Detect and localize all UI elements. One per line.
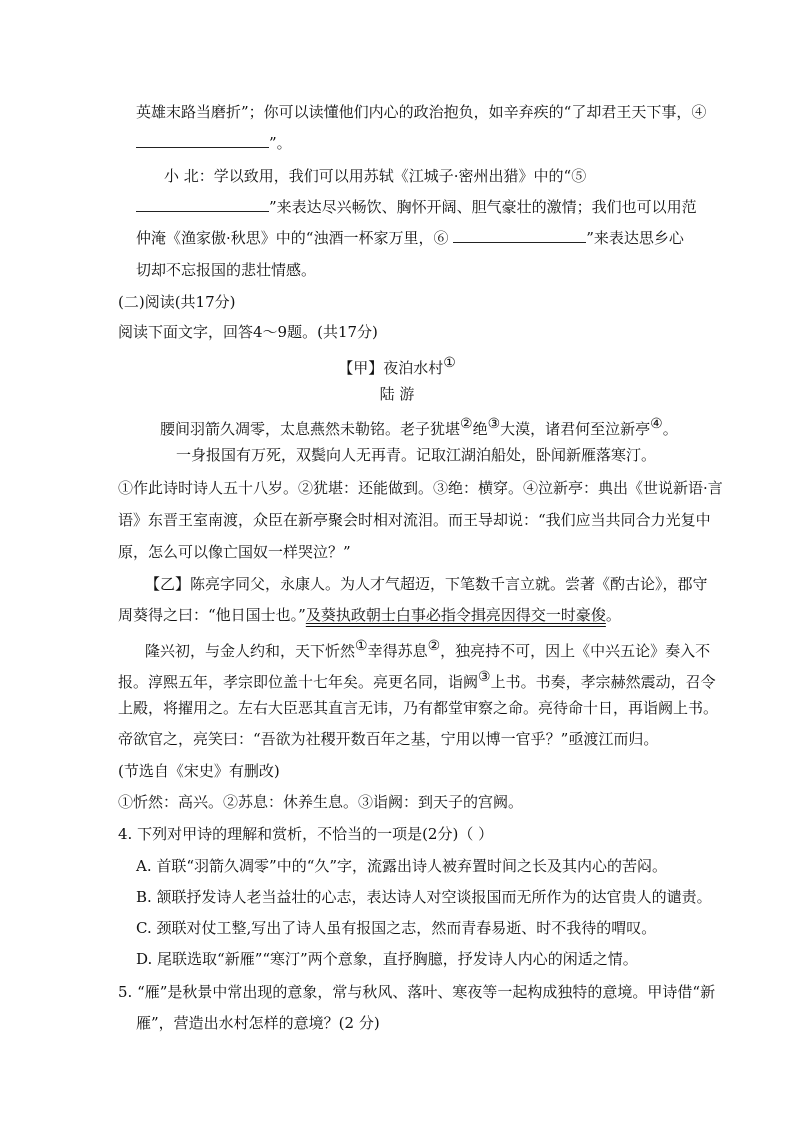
passage-line: 隆兴初，与金人约和，天下忻然①幸得苏息②，独亮持不可，因上《中兴五论》奏入不 xyxy=(145,638,711,660)
answer-blank-5[interactable] xyxy=(136,197,269,212)
paragraph-line: 小 北：学以致用，我们可以用苏轼《江城子·密州出猎》中的“⑤ xyxy=(164,167,587,185)
question-4-stem: 4. 下列对甲诗的理解和赏析，不恰当的一项是(2分)（ ） xyxy=(118,825,494,843)
option-c[interactable]: C. 颈联对仗工整,写出了诗人虽有报国之志，然而青春易逝、时不我待的喟叹。 xyxy=(136,919,657,937)
section-instruction: 阅读下面文字，回答4～9题。(共17分) xyxy=(118,323,378,341)
poem-line: 腰间羽箭久凋零，太息燕然未勒铭。老子犹堪②绝③大漠，诸君何至泣新亭④。 xyxy=(160,416,678,438)
passage-line: 上殿，将擢用之。左右大臣恶其直言无讳，乃有都堂审察之命。亮待命十日，再诣阙上书。 xyxy=(118,699,719,717)
passage-notes: ①忻然：高兴。②苏息：休养生息。③诣阙：到天子的宫阙。 xyxy=(118,793,524,811)
poem-note: ①作此诗时诗人五十八岁。②犹堪：还能做到。③绝：横穿。④泣新亭：典出《世说新语·言 xyxy=(118,479,723,497)
poem-title: 【甲】夜泊水村① xyxy=(338,355,456,377)
option-b[interactable]: B. 颔联抒发诗人老当益壮的心志，表达诗人对空谈报国而无所作为的达官贵人的谴责。 xyxy=(136,888,712,906)
question-5-stem: 雁”，营造出水村怎样的意境？(2 分) xyxy=(136,1014,380,1032)
poem-line: 一身报国有万死，双鬓向人无再青。记取江湖泊船处，卧闻新雁落寒汀。 xyxy=(176,446,657,464)
paragraph-line: 仲淹《渔家傲·秋思》中的“浊酒一杯家万里，⑥ ”来表达思乡心 xyxy=(136,229,684,247)
passage-source: (节选自《宋史》有删改) xyxy=(118,762,280,780)
answer-blank-6[interactable] xyxy=(453,228,586,243)
underlined-sentence: 及葵执政朝士白事必指令揖亮因得交一时豪俊 xyxy=(305,606,606,624)
option-d[interactable]: D. 尾联选取“新雁”“寒汀”两个意象，直抒胸臆，抒发诗人内心的闲适之情。 xyxy=(136,950,638,968)
option-a[interactable]: A. 首联“羽箭久凋零”中的“久”字，流露出诗人被弃置时间之长及其内心的苦闷。 xyxy=(136,857,668,875)
section-title: (二)阅读(共17分) xyxy=(118,293,236,311)
paragraph-line: ”。 xyxy=(136,133,292,153)
poem-note: 原，怎么可以像亡国奴一样哭泣？” xyxy=(118,543,351,561)
passage-line: 周葵得之曰：“他日国士也。”及葵执政朝士白事必指令揖亮因得交一时豪俊。 xyxy=(118,606,621,624)
answer-blank-4[interactable] xyxy=(136,133,269,148)
paragraph-line: 英雄末路当磨折”；你可以读懂他们内心的政治抱负，如辛弃疾的“了却君王天下事，④ xyxy=(136,103,707,121)
passage-line: 帝欲官之，亮笑曰：“吾欲为社稷开数百年之基，宁用以博一官乎？”亟渡江而归。 xyxy=(118,730,659,748)
paragraph-line: 切却不忘报国的悲壮情感。 xyxy=(136,261,317,279)
paragraph-line: ”来表达尽兴畅饮、胸怀开阔、胆气豪壮的激情；我们也可以用范 xyxy=(136,197,697,217)
passage-line: 【乙】陈亮字同父，永康人。为人才气超迈，下笔数千言立就。尝著《酌古论》，郡守 xyxy=(145,575,708,593)
question-5-stem: 5. “雁”是秋景中常出现的意象，常与秋风、落叶、寒夜等一起构成独特的意境。甲诗借“新 xyxy=(118,983,716,1001)
poem-note: 语》东晋王室南渡，众臣在新亭聚会时相对流泪。而王导却说：“我们应当共同合力光复中 xyxy=(118,511,711,529)
passage-line: 报。淳熙五年，孝宗即位盖十七年矣。亮更名同，诣阙③上书。书奏，孝宗赫然震动，召令 xyxy=(118,669,716,691)
poem-author: 陆 游 xyxy=(379,385,415,403)
